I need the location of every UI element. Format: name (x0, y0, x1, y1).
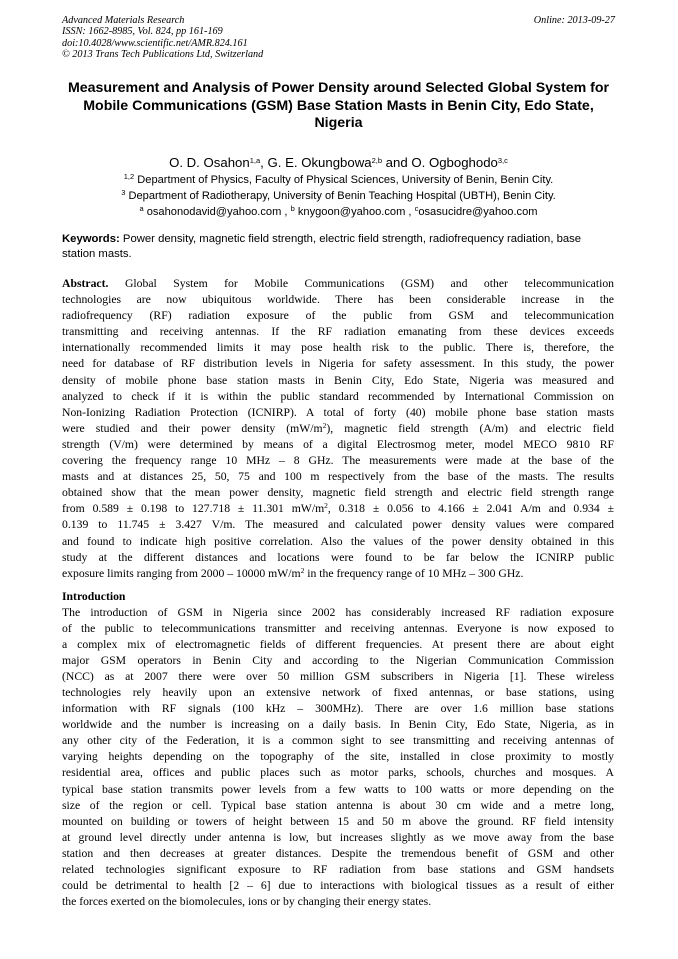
abstract-line: Abstract. Global System for Mobile Communications (GSM) and other telecommunication (62, 277, 615, 290)
abstract-line: internationally recommended limits it may pose health risk to the public. There is, therefore, the (62, 341, 614, 355)
email-separator: , (281, 206, 291, 218)
paper-title: Measurement and Analysis of Power Density around Selected Global System for Mobile Communications (GSM) Base Station Masts in Benin City, Edo State, Nigeria (67, 80, 610, 131)
email-mark: c (414, 204, 419, 213)
email-address[interactable]: osasucidre@yahoo.com (418, 206, 538, 218)
affiliation-text: Department of Radiotherapy, University of Benin Teaching Hospital (UBTH), Benin City. (128, 190, 556, 202)
author-name: O. D. Osahon (169, 155, 250, 170)
keywords-label: Keywords: (62, 233, 120, 245)
body-line: worldwide and the number is increasing on a daily basis. In Benin City, Edo State, Nigeria, as in (62, 718, 614, 732)
body-line: any other city of the Federation, it is a common sight to see transmitting and receiving antennas of (62, 734, 614, 748)
abstract-line: study at the different distances and locations were found to be far below the ICNIRP public (62, 550, 614, 564)
affiliation-mark: 3 (121, 188, 126, 197)
abstract-label: Abstract. (62, 277, 109, 290)
body-line: residential area, offices and public places such as motor parks, schools, churches and mosques. A (62, 766, 614, 780)
email-list (62, 204, 615, 220)
affiliations (62, 172, 615, 220)
body-line: a complex mix of electromagnetic fields of different frequencies. At present there are about eight (62, 638, 614, 652)
body-line: information with RF signals (100 kHz – 300MHz). There are over 1.6 million base stations (62, 702, 614, 716)
body-line: related technologies significant exposure to RF radiation from base stations and GSM handsets (62, 862, 614, 876)
abstract-line: covering the frequency range 10 MHz – 8 GHz. The measurements were made at the base of the (62, 454, 614, 468)
keywords-section (62, 232, 614, 262)
email-mark: b (290, 204, 295, 213)
abstract-line: strength (V/m) were determined by means of a digital Electrosmog meter, model MECO 9810 RF (62, 437, 614, 451)
affiliation-mark: 1,2 (123, 172, 135, 181)
doi: doi:10.4028/www.scientific.net/AMR.824.161 (62, 37, 248, 49)
author-mark: 1,a (249, 156, 261, 165)
author-name: G. E. Okungbowa (267, 155, 372, 170)
body-line: The introduction of GSM in Nigeria since 2002 has considerably increased RF radiation exposure (62, 606, 614, 619)
affiliation-text: Department of Physics, Faculty of Physical Sciences, University of Benin, Benin City. (137, 174, 554, 186)
abstract-line: 0.139 to 11.745 ± 3.427 V/m. The measured and calculated power density values were compared (62, 518, 614, 532)
abstract-line: and found to indicate high positive correlation. Also the values of the power density obtained in this (62, 534, 614, 548)
issn: ISSN: 1662-8985, Vol. 824, pp 161-169 (62, 26, 223, 38)
abstract-line: density of mobile phone base station masts in Benin City, Edo State, Nigeria was measured and (62, 373, 614, 387)
introduction-body (62, 605, 614, 910)
email-separator: , (405, 206, 415, 218)
section-heading: Introduction (62, 590, 126, 603)
body-line: (NCC) as at 2007 there were over 50 million GSM subscribers in Nigeria [1]. These wireless (62, 670, 614, 684)
abstract-section (62, 276, 614, 582)
body-line: technologies rely heavily upon an extensive network of fixed antennas, or base stations, using (62, 686, 614, 700)
abstract-line: radiofrequency (RF) radiation exposure of the public from GSM and telecommunication (62, 309, 614, 323)
abstract-line: transmitting and receiving antennas. If the RF radiation emanating from these devices exceeds (62, 325, 614, 339)
email-mark: a (139, 204, 144, 213)
body-line: at ground level directly under antenna is low, but increases slightly as we move away from the base (62, 830, 614, 844)
email-address[interactable]: knygoon@yahoo.com (297, 206, 406, 218)
affiliation (62, 188, 615, 204)
author-list (62, 155, 615, 171)
email-address[interactable]: osahonodavid@yahoo.com (146, 206, 282, 218)
abstract-line: from 0.589 ± 0.198 to 127.718 ± 11.301 $mW/m^2$, 0.318 ± 0.056 to 4.166 ± 2.041 A/m and 0.934 ± (62, 501, 614, 516)
author-name: O. Ogboghodo (411, 155, 498, 170)
journal-header (62, 15, 263, 61)
author-separator: and (382, 155, 412, 170)
abstract-line: analyzed to check if it is within the public standard recommended by International Commission on (62, 389, 614, 403)
copyright: © 2013 Trans Tech Publications Ltd, Switzerland (62, 49, 264, 61)
body-line: size of the region or cell. Typical base station antenna is about 30 cm wide and a metre long, (62, 798, 614, 812)
body-line: typical base station transmits power levels from a few watts to 100 watts or more depending on the (62, 782, 614, 796)
abstract-line: need for database of RF distribution levels in Nigeria for safety assessment. In this study, the power (62, 357, 614, 371)
author-separator: , (260, 155, 268, 170)
affiliation (62, 172, 615, 188)
abstract-line: masts and at distances 25, 50, 75 and 100 m respectively from the base of the masts. The results (62, 470, 614, 484)
body-line: station and then decreases at greater distances. Despite the tremendous benefit of GSM and other (62, 846, 614, 860)
body-line: varying heights depending on the topography of the site, installed in close proximity to mostly (62, 750, 614, 764)
abstract-line: obtained show that the mean power density, magnetic field strength and electric field strength range (62, 486, 614, 500)
abstract-line: were studied and their power density $(mW/m^2)$, magnetic field strength (A/m) and electric field (62, 420, 614, 435)
keywords-text: Power density, magnetic field strength, electric field strength, radiofrequency radiation, base station masts. (62, 233, 582, 260)
abstract-line: exposure limits ranging from 2000 – 10000 $mW/m^2$ in the frequency range of 10 MHz – 300 GHz. (62, 565, 524, 580)
journal-name: Advanced Materials Research (62, 15, 185, 26)
body-line: of the public to telecommunications transmitter and receiving antennas. Everyone is now exposed to (62, 622, 614, 636)
online-date: Online: 2013-09-27 (533, 15, 615, 26)
abstract-line: technologies are now ubiquitous worldwide. There has been considerable increase in the (62, 293, 614, 307)
abstract-line: Non-Ionizing Radiation Protection (ICNIRP). A total of forty (40) mobile phone base station masts (62, 405, 614, 419)
body-line: major GSM operators in Benin City and according to the Nigerian Communication Commission (62, 654, 614, 668)
body-line: the forces exerted on the biomolecules, ions or by changing their energy states. (62, 894, 432, 908)
author-mark: 2,b (371, 156, 383, 165)
author-mark: 3,c (497, 156, 508, 165)
body-line: could be detrimental to health [2 – 6] due to interactions with biological tissues as a result of either (62, 878, 614, 892)
body-line: mounted on building or towers of height between 15 and 50 m above the ground. RF field intensity (62, 814, 614, 828)
